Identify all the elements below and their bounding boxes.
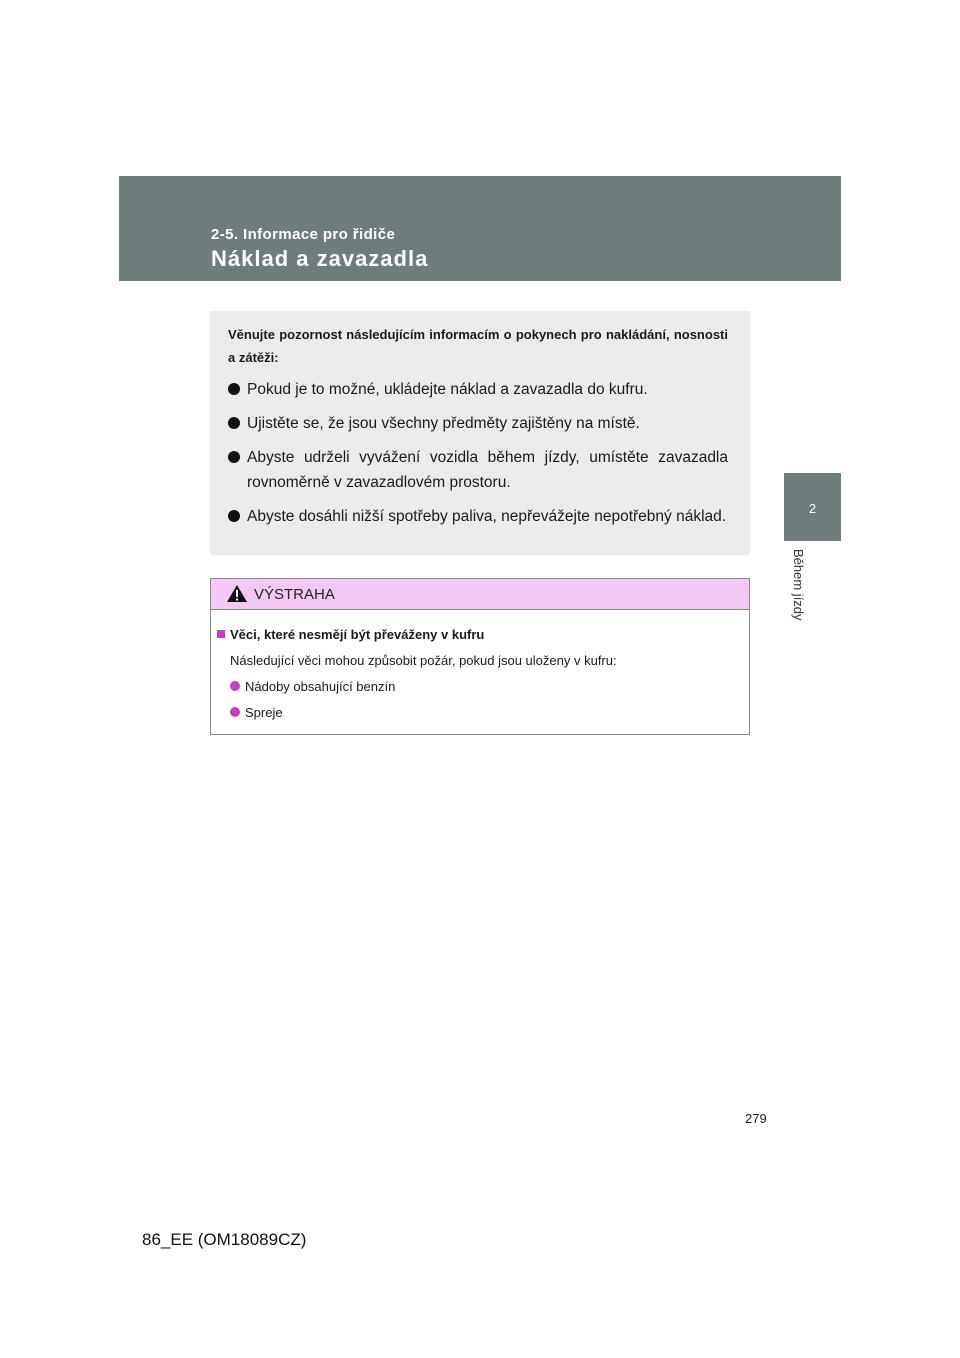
- bullet-dot-icon: [228, 417, 240, 429]
- square-bullet-icon: [217, 630, 225, 638]
- section-header: [119, 176, 841, 281]
- bullet-dot-icon: [230, 707, 240, 717]
- document-code: 86_EE (OM18089CZ): [142, 1230, 307, 1249]
- warning-list-item: [217, 674, 749, 700]
- info-bullet-text: Abyste dosáhli nižší spotřeby paliva, nepřevážejte nepotřebný náklad.: [247, 508, 727, 525]
- page-title: Náklad a zavazadla: [211, 246, 429, 271]
- chapter-tab: [784, 473, 841, 541]
- section-label: 2-5. Informace pro řidiče: [211, 226, 396, 243]
- chapter-number: 2: [808, 501, 817, 516]
- page-number: 279: [745, 1111, 767, 1126]
- warning-header: [211, 579, 749, 610]
- warning-item-text: Nádoby obsahující benzín: [245, 679, 396, 694]
- info-bullet-list: [228, 377, 728, 529]
- warning-item-text: Spreje: [245, 705, 283, 720]
- warning-list-item: [217, 700, 749, 726]
- warning-box: [210, 578, 750, 735]
- warning-title: VÝSTRAHA: [254, 586, 335, 603]
- info-box: [210, 311, 750, 555]
- info-intro: Věnujte pozornost následujícím informacím o pokynech pro nakládání, nosnosti a zátěži:: [228, 327, 728, 365]
- bullet-dot-icon: [230, 681, 240, 691]
- info-bullet-item: [228, 504, 728, 529]
- bullet-dot-icon: [228, 383, 240, 395]
- warning-triangle-icon: [226, 584, 248, 608]
- warning-text: Následující věci mohou způsobit požár, pokud jsou uloženy v kufru:: [230, 653, 617, 668]
- warning-subheading-row: [217, 622, 749, 648]
- warning-body: [211, 610, 749, 726]
- chapter-label: Během jízdy: [791, 549, 806, 621]
- info-bullet-item: [228, 411, 728, 436]
- info-bullet-text: Pokud je to možné, ukládejte náklad a zavazadla do kufru.: [247, 381, 648, 398]
- bullet-dot-icon: [228, 451, 240, 463]
- info-bullet-text: Ujistěte se, že jsou všechny předměty zajištěny na místě.: [247, 415, 640, 432]
- warning-subheading: Věci, které nesmějí být převáženy v kufru: [230, 627, 485, 642]
- info-bullet-item: [228, 377, 728, 402]
- info-bullet-text: Abyste udrželi vyvážení vozidla během jízdy, umístěte zavazadla rovnoměrně v zavazadlovém prostoru.: [247, 449, 728, 491]
- info-bullet-item: [228, 445, 728, 495]
- bullet-dot-icon: [228, 510, 240, 522]
